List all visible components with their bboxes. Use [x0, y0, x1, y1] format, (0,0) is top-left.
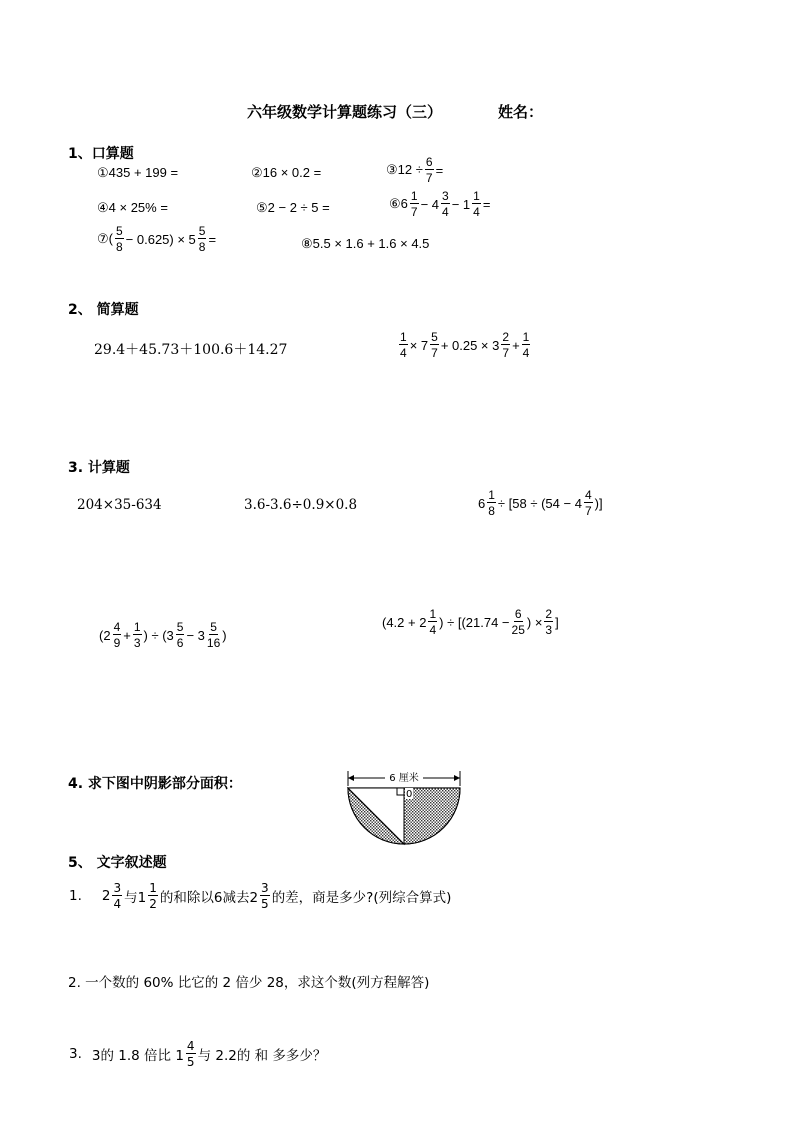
section-1-heading: 1、口算题: [68, 146, 134, 162]
expr-text: ④4 × 25% =: [97, 200, 168, 215]
problem-1-6: [388, 190, 491, 218]
expr-text: − 1: [451, 196, 471, 212]
question-5-2: 2. 一个数的 60% 比它的 2 倍少 28，求这个数(列方程解答): [68, 975, 430, 991]
question-number: 3.: [69, 1046, 82, 1062]
problem-1-2: [250, 165, 322, 181]
expr-text: 与 2.2的 和 多多少？: [197, 1048, 327, 1064]
fraction-1-4: $\frac{1}{4}$: [400, 330, 407, 360]
problem-2-1: [93, 339, 288, 359]
problem-3-2: [243, 497, 358, 513]
expr-text: 与1: [124, 890, 147, 906]
expr-text: ) ÷ [(21.74 −: [439, 614, 510, 630]
expr-text: ⑥6: [389, 196, 408, 211]
problem-3-5: [381, 608, 560, 636]
expr-text: ①435 + 199 =: [97, 165, 179, 180]
expr-text: ]: [555, 614, 559, 630]
fraction-5-8: $\frac{5}{8}$: [115, 224, 123, 254]
expr-text: 3.6-3.6÷0.9×0.8: [244, 497, 358, 513]
shaded-area-figure: [340, 766, 470, 850]
expr-text: ) ×: [526, 614, 543, 630]
expr-text: =: [482, 196, 491, 212]
fraction-1-3: $\frac{1}{3}$: [133, 620, 141, 650]
expr-text: − 4: [420, 196, 440, 212]
expr-text: =: [435, 162, 444, 178]
expr-text: 的差，商是多少?(列综合算式): [271, 890, 452, 906]
expr-text: ÷ [58 ÷ (54 − 4: [497, 495, 582, 511]
fraction-1-4: $\frac{1}{4}$: [473, 189, 480, 219]
expr-text: 2: [101, 888, 111, 904]
dimension-label: 6 厘米: [389, 773, 419, 784]
page-title: 六年级数学计算题练习（三）: [247, 103, 443, 121]
fraction-3-4: $\frac{3}{4}$: [113, 881, 122, 911]
expr-text: ⑤2 − 2 ÷ 5 =: [256, 200, 330, 215]
fraction-3-4: $\frac{3}{4}$: [442, 189, 449, 219]
problem-1-4: [96, 200, 169, 216]
expr-text: − 0.625) × 5: [125, 231, 196, 247]
expr-text: 29.4＋45.73＋100.6＋14.27: [94, 342, 288, 358]
expr-text: ) ÷ (3: [143, 627, 174, 643]
expr-text: 204×35-634: [77, 497, 162, 513]
expr-text: 的和除以6减去2: [159, 890, 259, 906]
expr-text: )]: [594, 495, 603, 511]
fraction-5-8: $\frac{5}{8}$: [198, 224, 206, 254]
fraction-5-16: $\frac{5}{16}$: [206, 620, 221, 650]
problem-1-8: [300, 236, 430, 252]
expr-text: 3的 1.8 倍比 1: [91, 1048, 184, 1064]
expr-text: ⑧5.5 × 1.6 + 1.6 × 4.5: [301, 236, 430, 251]
fraction-1-8: $\frac{1}{8}$: [488, 488, 495, 518]
problem-1-1: [96, 165, 179, 181]
expr-text: − 3: [186, 627, 205, 643]
problem-1-3: [385, 156, 444, 184]
section-2-heading: 2、 简算题: [68, 302, 139, 318]
fraction-1-7: $\frac{1}{7}$: [410, 189, 418, 219]
problem-1-5: [255, 200, 331, 216]
fraction-5-6: $\frac{5}{6}$: [176, 620, 184, 650]
fraction-4-5: $\frac{4}{5}$: [186, 1039, 195, 1069]
expr-text: (2: [99, 627, 111, 643]
expr-text: =: [208, 231, 217, 247]
arrow-right-icon: [454, 775, 460, 781]
expr-text: × 7: [409, 337, 429, 353]
expr-text: 6: [478, 495, 486, 511]
fraction-2-7: $\frac{2}{7}$: [502, 330, 510, 360]
expr-text: (4.2 + 2: [382, 614, 427, 630]
arrow-left-icon: [348, 775, 354, 781]
expr-text: ⑦(: [97, 231, 113, 246]
fraction-5-7: $\frac{5}{7}$: [431, 330, 438, 360]
fraction-6-25: $\frac{6}{25}$: [511, 607, 525, 637]
question-5-3: [68, 1040, 327, 1068]
section-5-heading: 5、 文字叙述题: [68, 855, 167, 871]
problem-3-1: [76, 497, 163, 513]
section-4-heading: 4. 求下图中阴影部分面积：: [68, 776, 242, 792]
question-5-1: [68, 882, 452, 910]
fraction-4-7: $\frac{4}{7}$: [584, 488, 592, 518]
fraction-2-3: $\frac{2}{3}$: [545, 607, 553, 637]
fraction-4-9: $\frac{4}{9}$: [113, 620, 121, 650]
center-label: 0: [406, 789, 413, 800]
problem-1-7: [96, 225, 217, 253]
section-3-heading: 3. 计算题: [68, 460, 130, 476]
fraction-1-4: $\frac{1}{4}$: [429, 607, 437, 637]
fraction-6-7: $\frac{6}{7}$: [425, 155, 433, 185]
name-label: 姓名：: [498, 103, 544, 121]
question-number: 1.: [69, 888, 82, 904]
problem-3-4: [98, 621, 228, 649]
expr-text: +: [123, 627, 131, 643]
fraction-1-4: $\frac{1}{4}$: [522, 330, 530, 360]
expr-text: ): [222, 627, 227, 643]
fraction-1-2: $\frac{1}{2}$: [149, 881, 157, 911]
fraction-3-5: $\frac{3}{5}$: [261, 881, 269, 911]
expr-text: ②16 × 0.2 =: [251, 165, 322, 180]
expr-text: + 0.25 × 3: [440, 337, 500, 353]
problem-2-2: [398, 331, 531, 359]
expr-text: +: [512, 337, 520, 353]
problem-3-3: [477, 489, 604, 517]
expr-text: ③12 ÷: [386, 162, 423, 177]
